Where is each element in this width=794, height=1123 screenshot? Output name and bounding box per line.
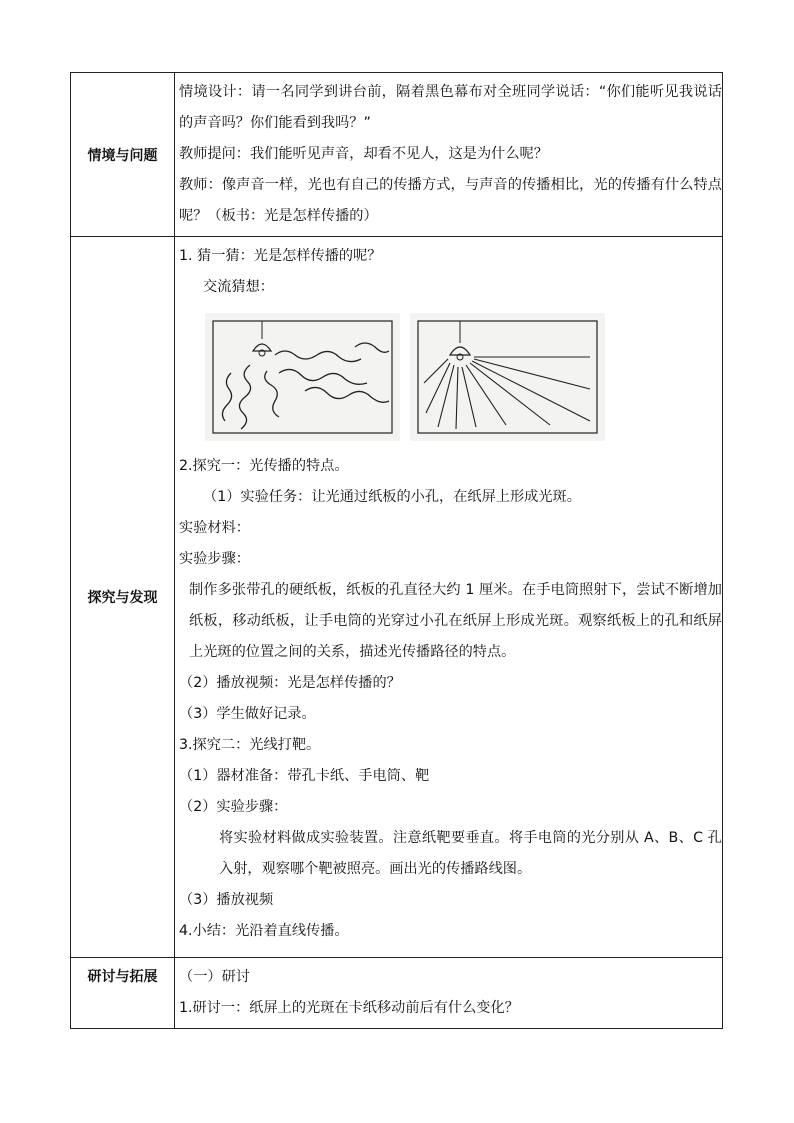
row-label-explore: 探究与发现 xyxy=(71,237,175,958)
student-record-text: （3）学生做好记录。 xyxy=(179,706,316,722)
play-video-two-text: （3）播放视频 xyxy=(179,892,274,908)
discussion-heading: （一）研讨 xyxy=(179,969,250,985)
experiment-steps-two-text: 将实验材料做成实验装置。注意纸靶要垂直。将手电筒的光分别从 A、B、C 孔入射，观察哪个靶被照亮。画出光的传播路线图。 xyxy=(219,830,722,877)
table-row xyxy=(71,958,723,1029)
row-label-situation: 情境与问题 xyxy=(71,73,175,237)
straight-light-drawing-icon xyxy=(410,313,605,441)
row-content-situation xyxy=(175,73,723,237)
guess-heading: 1. 猜一猜：光是怎样传播的呢？ xyxy=(179,248,382,264)
experiment-steps-label: 实验步骤： xyxy=(179,551,250,567)
explore-two-heading: 3.探究二：光线打靶。 xyxy=(179,737,321,753)
experiment-steps-two-label: （2）实验步骤： xyxy=(179,799,288,815)
table-row xyxy=(71,237,723,958)
guess-figures xyxy=(205,313,722,441)
lesson-plan-table xyxy=(70,72,723,1029)
row-content-discuss xyxy=(175,958,723,1029)
play-video-text: （2）播放视频：光是怎样传播的？ xyxy=(179,675,401,691)
teacher-intro-text: 教师：像声音一样，光也有自己的传播方式，与声音的传播相比，光的传播有什么特点呢？（板书：光是怎样传播的） xyxy=(179,177,722,224)
experiment-steps-text: 制作多张带孔的硬纸板，纸板的孔直径大约 1 厘米。在手电筒照射下，尝试不断增加纸板，移动纸板，让手电筒的光穿过小孔在纸屏上形成光斑。观察纸板上的孔和纸屏上光斑的位置之间的关系，描述光传播路径的特点。 xyxy=(189,582,722,660)
discussion-one-text: 1.研讨一：纸屏上的光斑在卡纸移动前后有什么变化？ xyxy=(179,1000,519,1016)
explore-one-heading: 2.探究一：光传播的特点。 xyxy=(179,458,349,474)
table-row xyxy=(71,73,723,237)
situation-design-text: 情境设计：请一名同学到讲台前，隔着黑色幕布对全班同学说话：“你们能听见我说话的声音吗？你们能看到我吗？” xyxy=(179,84,722,131)
share-guess-text: 交流猜想： xyxy=(203,279,274,295)
equipment-text: （1）器材准备：带孔卡纸、手电筒、靶 xyxy=(179,768,430,784)
wavy-light-drawing-icon xyxy=(205,313,400,441)
experiment-task-text: （1）实验任务：让光通过纸板的小孔，在纸屏上形成光斑。 xyxy=(203,489,581,505)
experiment-materials-text: 实验材料： xyxy=(179,520,250,536)
teacher-question-text: 教师提问：我们能听见声音，却看不见人，这是为什么呢？ xyxy=(179,146,548,162)
row-label-discuss: 研讨与拓展 xyxy=(71,958,175,1029)
summary-text: 4.小结：光沿着直线传播。 xyxy=(179,923,349,939)
row-content-explore xyxy=(175,237,723,958)
